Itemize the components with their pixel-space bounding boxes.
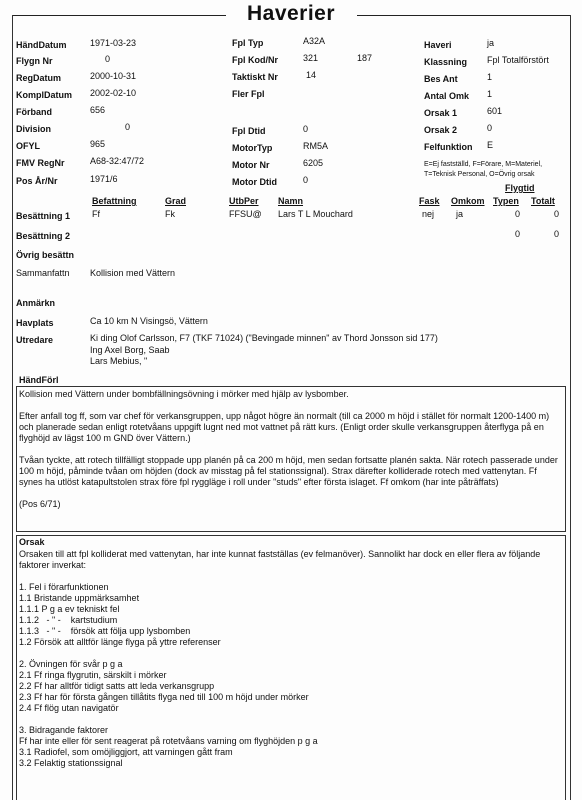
- taktiskt-label: Taktiskt Nr: [232, 72, 278, 82]
- orsak-label: Orsak: [19, 537, 45, 547]
- crew-row1-typen: 0: [515, 209, 521, 219]
- fplkod-value: 321: [303, 53, 319, 63]
- flygn-label: Flygn Nr: [16, 56, 53, 66]
- antalomk-value: 1: [487, 89, 493, 99]
- fpltyp-value: A32A: [303, 36, 326, 46]
- crew-row1-grad: Fk: [165, 209, 175, 219]
- antalomk-label: Antal Omk: [424, 91, 470, 101]
- orsak-s3-2: 3.2 Felaktig stationssignal: [19, 758, 123, 768]
- flerfpl-label: Fler Fpl: [232, 89, 265, 99]
- page-title: Haverier: [246, 2, 336, 25]
- handdatum-value: 1971-03-23: [90, 38, 137, 48]
- felfunktion-value: E: [487, 140, 494, 150]
- header-befattning: Befattning: [92, 196, 137, 206]
- crew-row1-namn: Lars T L Mouchard: [278, 209, 353, 219]
- felfunktion-legend-2: T=Teknisk Personal, O=Övrig orsak: [424, 171, 535, 178]
- header-fask: Fask: [419, 196, 440, 206]
- orsak-s2-4: 2.4 Ff flög utan navigatör: [19, 703, 119, 713]
- orsak-s1-2: 1.2 Försök att alltför länge flyga på yttre referenser: [19, 637, 221, 647]
- orsak-s3-1: 3.1 Radiofel, som omöjliggjort, att varningen gått fram: [19, 747, 233, 757]
- anmarkn-label: Anmärkn: [16, 298, 56, 308]
- orsak2-value: 0: [487, 123, 493, 133]
- orsak-text: [19, 549, 561, 769]
- fmvreg-label: FMV RegNr: [16, 158, 65, 168]
- handforl-p1: Kollision med Vättern under bombfällningsövning i mörker med hjälp av lysbomber.: [19, 389, 349, 399]
- header-totalt: Totalt: [531, 196, 555, 206]
- felfunktion-legend-1: E=Ej fastställd, F=Förare, M=Materiel,: [424, 161, 543, 168]
- fpldtid-value: 0: [303, 124, 309, 134]
- havplats-value: Ca 10 km N Visingsö, Vättern: [90, 316, 208, 326]
- orsak-s1-1-3: 1.1.3 - " - försök att följa upp lysbomben: [19, 626, 191, 636]
- orsak2-label: Orsak 2: [424, 125, 458, 135]
- header-omkom: Omkom: [451, 196, 485, 206]
- orsak-s1-title: 1. Fel i förarfunktionen: [19, 582, 109, 592]
- orsak-s2-title: 2. Övningen för svår p g a: [19, 659, 123, 669]
- frame-right: [570, 15, 571, 800]
- posar-label: Pos År/Nr: [16, 176, 58, 186]
- orsak-s1-1-1: 1.1.1 P g a ev tekniskt fel: [19, 604, 120, 614]
- header-grad: Grad: [165, 196, 187, 206]
- handforl-p3: Tvåan tyckte, att rotech tillfälligt stoppade upp planén på ca 200 m höjd, men sedan fortsatte planén sakta. När rotech passerade under 100 m höjd, påminde tvåan om höjden (dock av misstag på fel stationssignal). Strax därefter kolliderade rotech med vattenytan. Ff synes ha utlöst katapultstolen strax före fpl ryggläge i roll under "studs" efter första islaget. Ff omkom (har inte påträffats): [19, 455, 558, 487]
- sammanfattn-label: Sammanfattn: [16, 268, 70, 278]
- handforl-p4: (Pos 6/71): [19, 499, 61, 509]
- orsak1-value: 601: [487, 106, 503, 116]
- crew-row2-label: Besättning 2: [16, 231, 71, 241]
- forband-label: Förband: [16, 107, 52, 117]
- crew-row1-omkom: ja: [456, 209, 464, 219]
- crew-row2-typen: 0: [515, 229, 521, 239]
- orsak-s2-1: 2.1 Ff ringa flygrutin, särskilt i mörker: [19, 670, 167, 680]
- klassning-label: Klassning: [424, 57, 468, 67]
- utredare-line3: Lars Mebius, ": [90, 356, 148, 366]
- motornr-value: 6205: [303, 158, 324, 168]
- forband-value: 656: [90, 105, 106, 115]
- crew-row1-utbper: FFSU@: [229, 209, 262, 219]
- ofyl-label: OFYL: [16, 141, 40, 151]
- ovrig-besattn-label: Övrig besättn: [16, 250, 75, 260]
- motordtid-value: 0: [303, 175, 309, 185]
- orsak-s1-1: 1.1 Bristande uppmärksamhet: [19, 593, 140, 603]
- fplkod-label: Fpl Kod/Nr: [232, 55, 278, 65]
- crew-row2-totalt: 0: [554, 229, 560, 239]
- kompldatum-value: 2002-02-10: [90, 88, 137, 98]
- orsak1-label: Orsak 1: [424, 108, 458, 118]
- header-namn: Namn: [278, 196, 304, 206]
- frame-left: [12, 15, 13, 800]
- motortyp-label: MotorTyp: [232, 143, 273, 153]
- title-rule-left: [12, 15, 226, 16]
- handforl-label: HändFörl: [19, 375, 59, 385]
- orsak-s3-title: 3. Bidragande faktorer: [19, 725, 109, 735]
- utredare-line1: Ki ding Olof Carlsson, F7 (TKF 71024) ("Bevingade minnen" av Thord Jonsson sid 177): [90, 333, 438, 343]
- klassning-value: Fpl Totalförstört: [487, 55, 549, 65]
- fpldtid-label: Fpl Dtid: [232, 126, 266, 136]
- regdatum-label: RegDatum: [16, 73, 62, 83]
- orsak-s3-intro: Ff har inte eller för sent reagerat på rotetvåans varning om flyghöjden p g a: [19, 736, 318, 746]
- flygtid-header: Flygtid: [505, 183, 535, 193]
- haveri-value: ja: [487, 38, 495, 48]
- header-typen: Typen: [493, 196, 519, 206]
- title-rule-right: [357, 15, 570, 16]
- sammanfattn-value: Kollision med Vättern: [90, 268, 176, 278]
- besant-label: Bes Ant: [424, 74, 458, 84]
- motornr-label: Motor Nr: [232, 160, 270, 170]
- flygn-value: 0: [105, 54, 111, 64]
- crew-row1-label: Besättning 1: [16, 211, 71, 221]
- fplnr-value: 187: [357, 53, 373, 63]
- fpltyp-label: Fpl Typ: [232, 38, 264, 48]
- motortyp-value: RM5A: [303, 141, 329, 151]
- taktiskt-value: 14: [306, 70, 317, 80]
- crew-row1-totalt: 0: [554, 209, 560, 219]
- orsak-s2-2: 2.2 Ff har alltför tidigt satts att leda verkansgrupp: [19, 681, 215, 691]
- regdatum-value: 2000-10-31: [90, 71, 137, 81]
- handdatum-label: HändDatum: [16, 40, 67, 50]
- orsak-s2-3: 2.3 Ff har för första gången tillåtits flyga ned till 100 m höjd under mörker: [19, 692, 309, 702]
- handforl-p2: Efter anfall tog ff, som var chef för verkansgruppen, upp något högre än normalt (till ca 2000 m höjd i stället för normalt 1200-1400 m) och planerade sedan enligt rotetvåans uppgift lugnt ned mot vattnet på rätt kurs. (Enligt order skulle verkansgruppen återflyga på en flyghöjd av lägst 100 m GND över Vättern.): [19, 411, 550, 443]
- header-utbper: UtbPer: [229, 196, 259, 206]
- kompldatum-label: KomplDatum: [16, 90, 72, 100]
- division-value: 0: [125, 122, 131, 132]
- utredare-label: Utredare: [16, 335, 54, 345]
- havplats-label: Havplats: [16, 318, 54, 328]
- haveri-label: Haveri: [424, 40, 452, 50]
- division-label: Division: [16, 124, 52, 134]
- utredare-line2: Ing Axel Borg, Saab: [90, 345, 170, 355]
- motordtid-label: Motor Dtid: [232, 177, 277, 187]
- handforl-text: [19, 389, 561, 510]
- ofyl-value: 965: [90, 139, 106, 149]
- fmvreg-value: A68-32:47/72: [90, 156, 145, 166]
- orsak-s1-1-2: 1.1.2 - " - kartstudium: [19, 615, 118, 625]
- posar-value: 1971/6: [90, 174, 118, 184]
- felfunktion-label: Felfunktion: [424, 142, 473, 152]
- orsak-intro: Orsaken till att fpl kolliderat med vattenytan, har inte kunnat fastställas (ev felmanöver). Sannolikt har dock en eller flera av följande faktorer inverkat:: [19, 549, 541, 570]
- crew-row1-befattning: Ff: [92, 209, 100, 219]
- crew-row1-fask: nej: [422, 209, 435, 219]
- besant-value: 1: [487, 72, 493, 82]
